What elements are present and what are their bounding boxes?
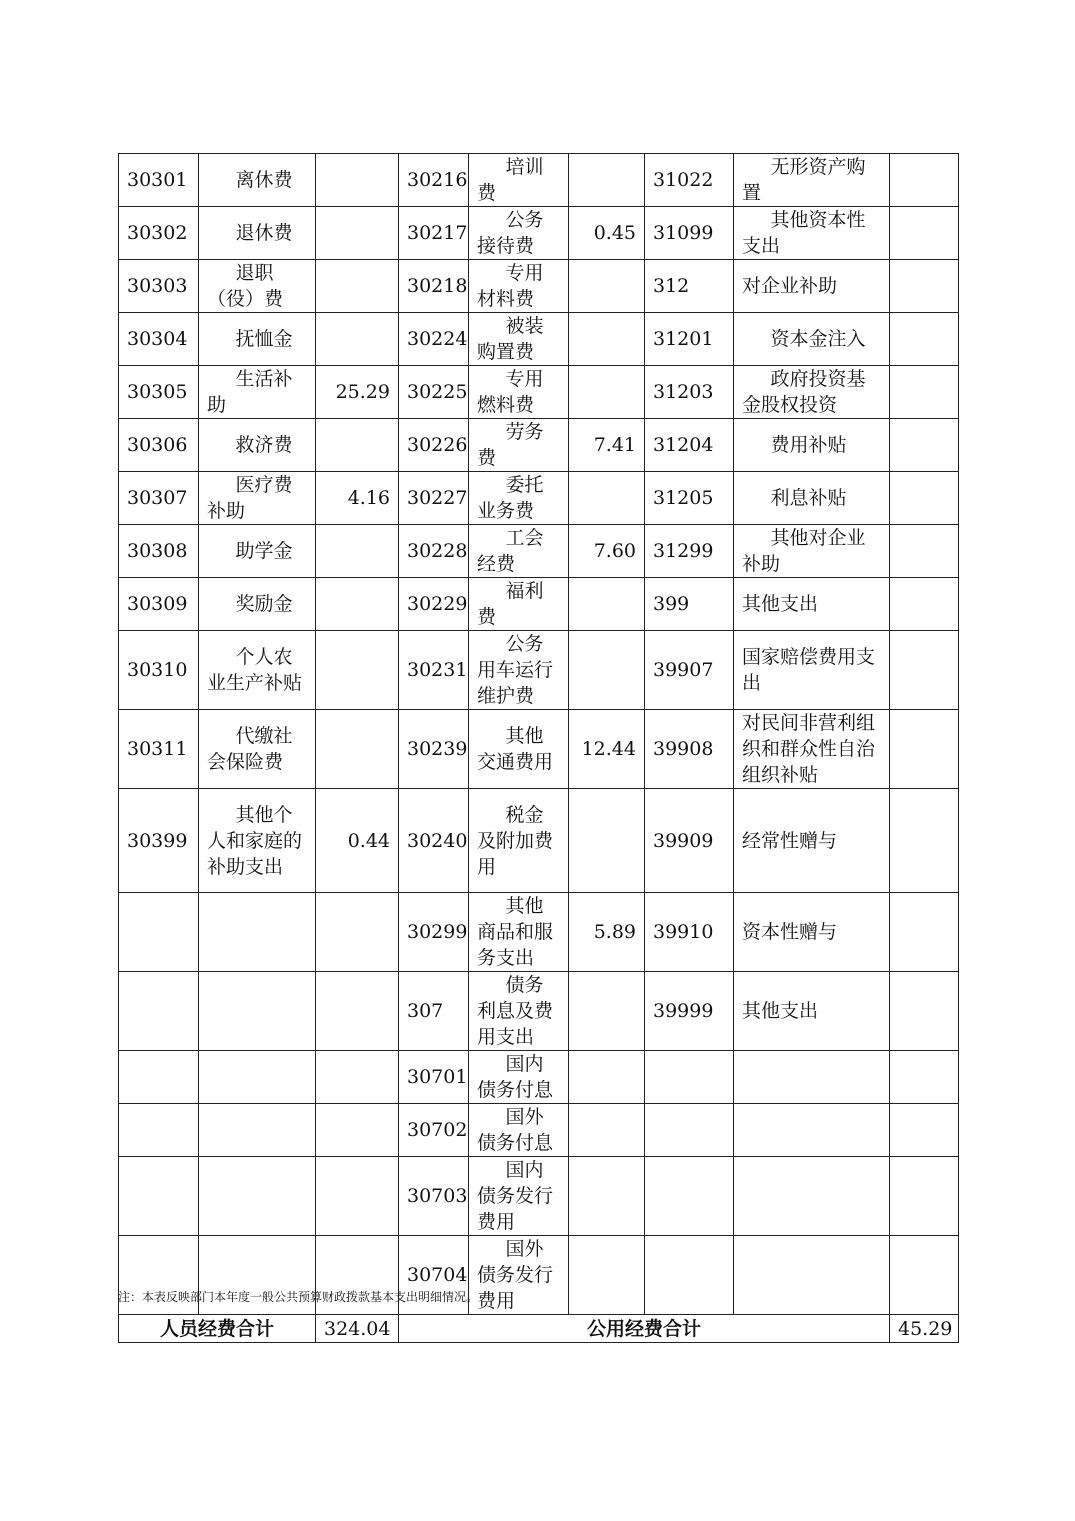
- amount-cell: [316, 578, 399, 631]
- item-name-cell: [469, 260, 569, 313]
- amount-cell: [890, 1104, 959, 1157]
- item-name-cell: [469, 710, 569, 789]
- expenditure-detail-table: [118, 153, 959, 1343]
- amount-cell: [569, 472, 645, 525]
- item-name-cell: [734, 1236, 890, 1315]
- item-name-cell: [734, 578, 890, 631]
- item-name-cell: [734, 207, 890, 260]
- item-name-text: 国内债务付息: [477, 1053, 554, 1101]
- amount-cell: [569, 972, 645, 1051]
- item-name-cell: [734, 154, 890, 207]
- item-name-text: 其他资本性支出: [742, 209, 866, 257]
- amount-cell: [890, 578, 959, 631]
- code-cell: 30216: [399, 154, 469, 207]
- item-name-cell: [199, 972, 316, 1051]
- table-row: [119, 578, 959, 631]
- amount-cell: [569, 1051, 645, 1104]
- amount-cell: [316, 972, 399, 1051]
- item-name-cell: [199, 260, 316, 313]
- public-total-label: 公用经费合计: [399, 1315, 890, 1343]
- amount-cell: [316, 631, 399, 710]
- item-name-text: 国外债务发行费用: [477, 1238, 554, 1312]
- table-row: [119, 1157, 959, 1236]
- code-cell: 307: [399, 972, 469, 1051]
- code-cell: 39909: [645, 789, 734, 893]
- code-cell: 31204: [645, 419, 734, 472]
- item-name-text: 其他商品和服务支出: [477, 895, 554, 969]
- code-cell: 30309: [119, 578, 199, 631]
- item-name-cell: [734, 972, 890, 1051]
- table-row: [119, 207, 959, 260]
- table-note: 注：本表反映部门本年度一般公共预算财政拨款基本支出明细情况。: [118, 1290, 479, 1304]
- item-name-cell: [469, 366, 569, 419]
- item-name-cell: [734, 260, 890, 313]
- item-name-cell: [469, 1236, 569, 1315]
- item-name-text: 对企业补助: [742, 275, 838, 297]
- item-name-text: 经常性赠与: [742, 829, 838, 852]
- item-name-text: 政府投资基金股权投资: [742, 368, 866, 416]
- amount-cell: [316, 260, 399, 313]
- amount-cell: [890, 1236, 959, 1315]
- item-name-cell: [734, 366, 890, 419]
- code-cell: 30227: [399, 472, 469, 525]
- item-name-cell: [469, 789, 569, 893]
- code-cell: 39910: [645, 893, 734, 972]
- amount-cell: [316, 419, 399, 472]
- item-name-cell: [734, 419, 890, 472]
- item-name-cell: [734, 1157, 890, 1236]
- item-name-cell: [199, 154, 316, 207]
- code-cell: 30702: [399, 1104, 469, 1157]
- item-name-text: 被装购置费: [477, 315, 544, 363]
- item-name-cell: [734, 631, 890, 710]
- item-name-cell: [469, 893, 569, 972]
- amount-cell: 7.41: [569, 419, 645, 472]
- item-name-text: 其他支出: [742, 1000, 819, 1022]
- amount-cell: [569, 631, 645, 710]
- totals-row: [119, 1315, 959, 1343]
- code-cell: 30303: [119, 260, 199, 313]
- code-cell: 312: [645, 260, 734, 313]
- item-name-text: 其他个人和家庭的补助支出: [207, 803, 303, 878]
- item-name-cell: [469, 1051, 569, 1104]
- item-name-text: 对民间非营利组织和群众性自治组织补贴: [742, 712, 876, 786]
- table-row: [119, 313, 959, 366]
- item-name-text: 费用补贴: [770, 434, 847, 456]
- item-name-text: 工会经费: [477, 527, 544, 575]
- amount-cell: [890, 525, 959, 578]
- item-name-cell: [199, 313, 316, 366]
- code-cell: 30229: [399, 578, 469, 631]
- item-name-text: 奖励金: [235, 593, 293, 615]
- item-name-text: 退休费: [235, 222, 293, 244]
- item-name-cell: [199, 789, 316, 893]
- code-cell: [119, 972, 199, 1051]
- amount-cell: [569, 1104, 645, 1157]
- item-name-cell: [199, 710, 316, 789]
- amount-cell: [569, 313, 645, 366]
- code-cell: 30305: [119, 366, 199, 419]
- amount-cell: [890, 366, 959, 419]
- amount-cell: [316, 1157, 399, 1236]
- item-name-cell: [469, 419, 569, 472]
- item-name-text: 医疗费补助: [207, 474, 293, 522]
- amount-cell: [569, 789, 645, 893]
- item-name-cell: [199, 419, 316, 472]
- item-name-text: 税金及附加费用: [477, 803, 554, 878]
- amount-cell: 4.16: [316, 472, 399, 525]
- item-name-cell: [199, 207, 316, 260]
- code-cell: 30240: [399, 789, 469, 893]
- code-cell: [645, 1051, 734, 1104]
- item-name-text: 其他对企业补助: [742, 527, 866, 575]
- item-name-text: 债务利息及费用支出: [477, 974, 554, 1048]
- item-name-text: 资本性赠与: [742, 921, 838, 943]
- code-cell: 30311: [119, 710, 199, 789]
- code-cell: [645, 1236, 734, 1315]
- amount-cell: [316, 893, 399, 972]
- code-cell: 30701: [399, 1051, 469, 1104]
- item-name-text: 国家赔偿费用支出: [742, 646, 876, 694]
- item-name-cell: [469, 578, 569, 631]
- code-cell: 30306: [119, 419, 199, 472]
- code-cell: 30301: [119, 154, 199, 207]
- item-name-text: 利息补贴: [770, 487, 847, 509]
- amount-cell: [316, 710, 399, 789]
- item-name-cell: [199, 578, 316, 631]
- amount-cell: [316, 525, 399, 578]
- item-name-text: 其他支出: [742, 593, 819, 615]
- amount-cell: [890, 789, 959, 893]
- table-row: [119, 472, 959, 525]
- table-row: [119, 419, 959, 472]
- item-name-cell: [199, 525, 316, 578]
- amount-cell: 25.29: [316, 366, 399, 419]
- code-cell: 399: [645, 578, 734, 631]
- code-cell: 31203: [645, 366, 734, 419]
- item-name-text: 委托业务费: [477, 474, 544, 522]
- code-cell: 30307: [119, 472, 199, 525]
- code-cell: 30226: [399, 419, 469, 472]
- item-name-cell: [469, 1157, 569, 1236]
- amount-cell: [316, 207, 399, 260]
- code-cell: 30217: [399, 207, 469, 260]
- amount-cell: [569, 1236, 645, 1315]
- table-row: [119, 260, 959, 313]
- amount-cell: 7.60: [569, 525, 645, 578]
- amount-cell: [890, 1051, 959, 1104]
- amount-cell: [890, 419, 959, 472]
- table-row: [119, 366, 959, 419]
- item-name-text: 公务用车运行维护费: [477, 633, 554, 707]
- item-name-text: 抚恤金: [235, 328, 293, 350]
- item-name-cell: [199, 1104, 316, 1157]
- code-cell: 30231: [399, 631, 469, 710]
- amount-cell: 12.44: [569, 710, 645, 789]
- item-name-cell: [199, 1157, 316, 1236]
- table-row: [119, 1051, 959, 1104]
- item-name-text: 专用材料费: [477, 262, 544, 310]
- item-name-cell: [734, 1104, 890, 1157]
- personnel-total-value: 324.04: [316, 1315, 399, 1343]
- item-name-text: 救济费: [235, 434, 293, 456]
- code-cell: 30218: [399, 260, 469, 313]
- amount-cell: 0.44: [316, 789, 399, 893]
- item-name-text: 无形资产购置: [742, 156, 866, 204]
- code-cell: 30302: [119, 207, 199, 260]
- code-cell: [119, 1051, 199, 1104]
- code-cell: 30224: [399, 313, 469, 366]
- item-name-text: 培训费: [477, 156, 544, 204]
- code-cell: 30308: [119, 525, 199, 578]
- code-cell: 30228: [399, 525, 469, 578]
- code-cell: 30239: [399, 710, 469, 789]
- amount-cell: 5.89: [569, 893, 645, 972]
- code-cell: 30310: [119, 631, 199, 710]
- amount-cell: [890, 710, 959, 789]
- item-name-cell: [469, 525, 569, 578]
- amount-cell: [890, 260, 959, 313]
- item-name-cell: [469, 631, 569, 710]
- code-cell: 30304: [119, 313, 199, 366]
- code-cell: 31099: [645, 207, 734, 260]
- code-cell: 39907: [645, 631, 734, 710]
- code-cell: [119, 893, 199, 972]
- amount-cell: [890, 313, 959, 366]
- item-name-cell: [469, 207, 569, 260]
- code-cell: [119, 1157, 199, 1236]
- amount-cell: 0.45: [569, 207, 645, 260]
- item-name-cell: [469, 154, 569, 207]
- item-name-text: 公务接待费: [477, 209, 544, 257]
- code-cell: [119, 1104, 199, 1157]
- amount-cell: [316, 1051, 399, 1104]
- amount-cell: [569, 154, 645, 207]
- code-cell: 31022: [645, 154, 734, 207]
- item-name-cell: [199, 893, 316, 972]
- item-name-text: 个人农业生产补贴: [207, 646, 303, 694]
- amount-cell: [890, 972, 959, 1051]
- item-name-cell: [199, 472, 316, 525]
- code-cell: [645, 1104, 734, 1157]
- table-row: [119, 710, 959, 789]
- table-row: [119, 789, 959, 893]
- item-name-text: 退职（役）费: [207, 262, 284, 310]
- item-name-text: 专用燃料费: [477, 368, 544, 416]
- amount-cell: [569, 260, 645, 313]
- code-cell: 30299: [399, 893, 469, 972]
- code-cell: 30704: [399, 1236, 469, 1315]
- table-row: [119, 972, 959, 1051]
- item-name-cell: [469, 472, 569, 525]
- item-name-cell: [199, 631, 316, 710]
- item-name-cell: [734, 710, 890, 789]
- item-name-cell: [469, 972, 569, 1051]
- code-cell: 31205: [645, 472, 734, 525]
- table-row: [119, 525, 959, 578]
- item-name-cell: [734, 1051, 890, 1104]
- code-cell: 39908: [645, 710, 734, 789]
- personnel-total-label: 人员经费合计: [119, 1315, 316, 1343]
- item-name-cell: [469, 1104, 569, 1157]
- item-name-text: 国内债务发行费用: [477, 1159, 554, 1233]
- item-name-cell: [199, 1051, 316, 1104]
- table-row: [119, 631, 959, 710]
- code-cell: 30399: [119, 789, 199, 893]
- code-cell: [645, 1157, 734, 1236]
- amount-cell: [890, 893, 959, 972]
- item-name-cell: [199, 366, 316, 419]
- amount-cell: [569, 578, 645, 631]
- code-cell: 39999: [645, 972, 734, 1051]
- item-name-cell: [734, 313, 890, 366]
- public-total-value: 45.29: [890, 1315, 959, 1343]
- code-cell: 30703: [399, 1157, 469, 1236]
- item-name-text: 资本金注入: [770, 328, 866, 350]
- item-name-cell: [734, 472, 890, 525]
- item-name-cell: [734, 525, 890, 578]
- amount-cell: [890, 207, 959, 260]
- item-name-text: 国外债务付息: [477, 1106, 554, 1154]
- amount-cell: [890, 631, 959, 710]
- item-name-text: 生活补助: [207, 368, 293, 416]
- item-name-text: 代缴社会保险费: [207, 725, 293, 773]
- item-name-cell: [469, 313, 569, 366]
- table-row: [119, 1104, 959, 1157]
- item-name-text: 劳务费: [477, 421, 544, 469]
- item-name-text: 助学金: [235, 540, 293, 562]
- amount-cell: [316, 154, 399, 207]
- item-name-cell: [734, 789, 890, 893]
- item-name-text: 福利费: [477, 580, 544, 628]
- amount-cell: [569, 366, 645, 419]
- amount-cell: [890, 1157, 959, 1236]
- table-row: [119, 893, 959, 972]
- item-name-text: 离休费: [235, 169, 293, 191]
- code-cell: 30225: [399, 366, 469, 419]
- amount-cell: [890, 154, 959, 207]
- table-row: [119, 154, 959, 207]
- item-name-cell: [734, 893, 890, 972]
- code-cell: 31299: [645, 525, 734, 578]
- item-name-text: 其他交通费用: [477, 725, 554, 773]
- amount-cell: [316, 313, 399, 366]
- code-cell: 31201: [645, 313, 734, 366]
- amount-cell: [569, 1157, 645, 1236]
- amount-cell: [890, 472, 959, 525]
- amount-cell: [316, 1104, 399, 1157]
